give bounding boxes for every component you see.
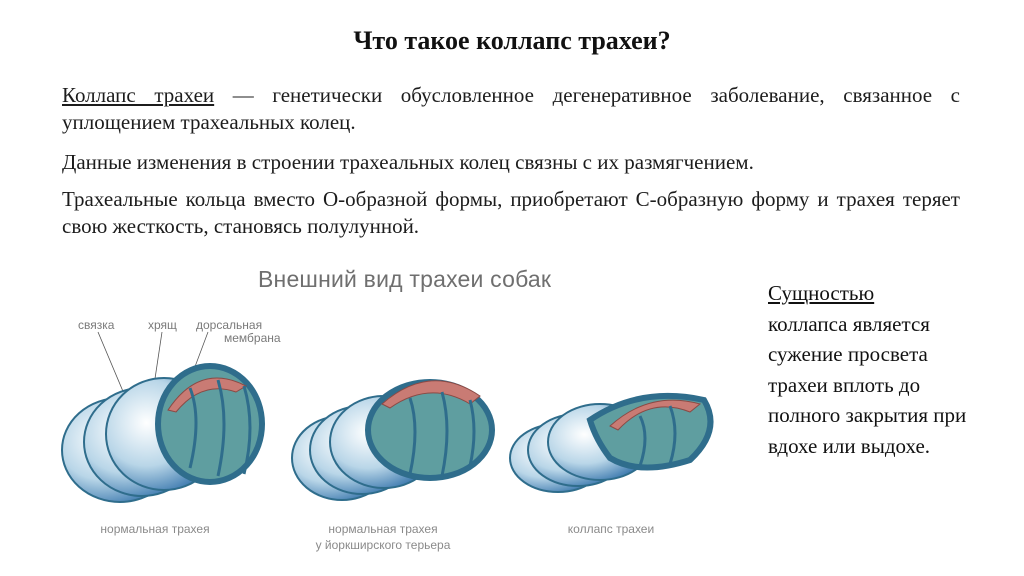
ring-shape-paragraph: Трахеальные кольца вместо О-образной формы, приобретают С-образную форму и трахея теряет свою жесткость, становясь полулунной. xyxy=(62,187,960,238)
trachea-normal xyxy=(62,366,262,502)
term-tracheal-collapse: Коллапс трахеи xyxy=(62,83,215,107)
caption-collapse: коллапс трахеи xyxy=(567,522,655,536)
label-membrane-line2: мембрана xyxy=(224,331,281,345)
label-membrane-line1: дорсальная xyxy=(196,318,263,332)
side-note xyxy=(768,278,968,461)
trachea-yorkie xyxy=(292,381,492,500)
figure-title: Внешний вид трахеи собак xyxy=(258,266,552,292)
side-text: коллапса является сужение просвета трахеи вплоть до полного закрытия при вдохе или выдохе. xyxy=(768,311,967,458)
trachea-illustration xyxy=(50,300,750,520)
label-ligament: связка xyxy=(78,318,115,332)
slide-title: Что такое коллапс трахеи? xyxy=(353,26,671,55)
definition-paragraph xyxy=(62,82,960,136)
caption-yorkie-line1: нормальная трахея xyxy=(328,522,438,536)
definition-text: — генетически обусловленное дегенеративное заболевание, связанное с уплощением трахеальных колец. xyxy=(62,83,960,134)
label-cartilage: хрящ xyxy=(148,318,177,332)
caption-normal: нормальная трахея xyxy=(100,522,210,536)
side-term: Сущностью xyxy=(768,281,875,305)
caption-yorkie-line2: у йоркширского терьера xyxy=(315,538,451,552)
trachea-collapsed xyxy=(510,396,710,492)
softening-paragraph: Данные изменения в строении трахеальных колец связны с их размягчением. xyxy=(62,150,754,174)
